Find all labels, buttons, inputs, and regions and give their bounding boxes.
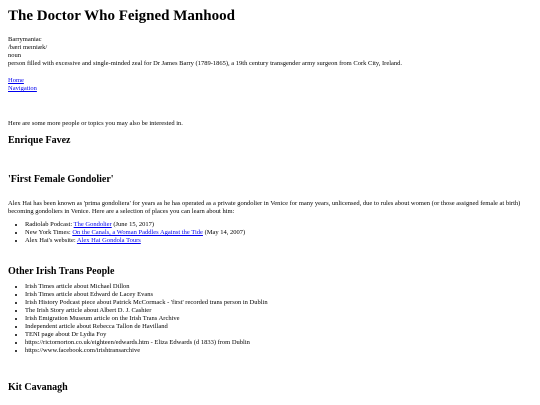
list-item: [25, 221, 532, 229]
heading-enrique-favez: Enrique Favez: [8, 135, 71, 146]
list-item: [25, 237, 532, 245]
irish-list: [8, 283, 532, 355]
home-link[interactable]: Home: [8, 77, 24, 84]
heading-kit-cavanagh: Kit Cavanagh: [8, 382, 68, 393]
heading-other-irish-trans-people: Other Irish Trans People: [8, 266, 115, 277]
list-item: • Irish History Podcast piece about Patrick McCormack - 'first' recorded trans person in Dublin: [25, 299, 532, 307]
definition-block: [8, 36, 532, 68]
list-item: • Irish Emigration Museum article on the Irish Trans Archive: [25, 315, 532, 323]
heading-first-female-gondolier: 'First Female Gondolier': [8, 174, 114, 185]
definition-word: Barrymaniac: [8, 36, 42, 43]
list-item-suffix: (May 14, 2007): [202, 229, 246, 236]
list-item: • Irish Times article about Edward de Lacey Evans: [25, 291, 532, 299]
list-item: [25, 229, 532, 237]
list-item-suffix: (June 15, 2017): [111, 221, 154, 228]
list-item-prefix: Radiolab Podcast:: [25, 221, 74, 228]
nytimes-link[interactable]: On the Canals, a Woman Paddles Against the Tide: [72, 229, 203, 236]
list-item-prefix: New York Times:: [25, 229, 73, 236]
list-item: • https://rictornorton.co.uk/eighteen/edwards.htm - Eliza Edwards (d 1833) from Dublin: [25, 339, 532, 347]
gondolier-list: [8, 221, 532, 245]
gondolier-paragraph: Alex Hai has been known as 'prima gondoliera' for years as he has operated as a private gondolier in Venice for many years, unlicensed, due to rules about women (or those assigned female at birth) becoming gondoliers in Venice. Here are a selection of places you can learn about him:: [8, 200, 521, 215]
list-item: • Independent article about Rebecca Tallon de Havilland: [25, 323, 532, 331]
alex-hai-website-link[interactable]: Alex Hai Gondola Tours: [76, 237, 141, 244]
definition-part-of-speech: noun: [8, 52, 21, 59]
definition-meaning: person filled with excessive and single-minded zeal for Dr James Barry (1789-1865), a 19th century transgender army surgeon from Cork City, Ireland.: [8, 60, 403, 67]
list-item: • Irish Times article about Michael Dillon: [25, 283, 532, 291]
list-item: • https://www.facebook.com/irishtransarchive: [25, 347, 532, 355]
page-title: The Doctor Who Feigned Manhood: [8, 8, 235, 24]
radiolab-link[interactable]: The Gondolier: [73, 221, 112, 228]
list-item-prefix: Alex Hai's website:: [25, 237, 77, 244]
list-item: • The Irish Story article about Albert D. J. Cashier: [25, 307, 532, 315]
nav-links: [8, 77, 532, 93]
intro-text: Here are some more people or topics you may also be interested in.: [8, 120, 183, 127]
list-item: • TENI page about Dr Lydia Foy: [25, 331, 532, 339]
navigation-link[interactable]: Navigation: [8, 85, 37, 92]
definition-pronunciation: /bæri meɪniæk/: [8, 44, 48, 51]
